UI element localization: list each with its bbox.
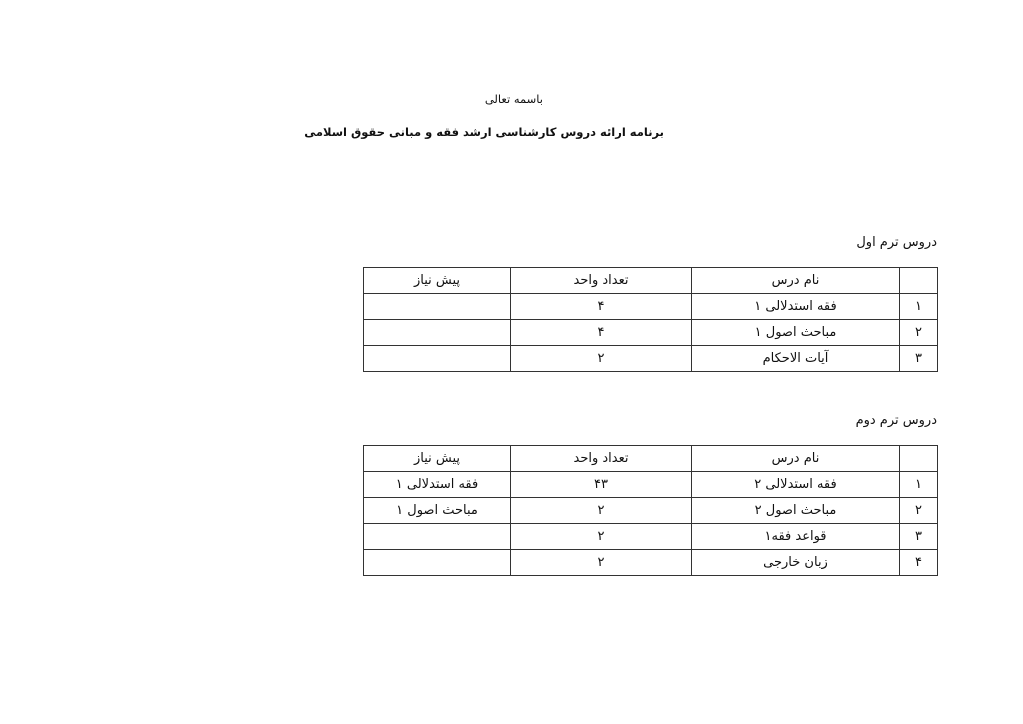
table-row (364, 550, 938, 576)
table-row (364, 320, 938, 346)
course-prerequisite (364, 320, 511, 346)
term1-table (363, 267, 938, 372)
term2-table (363, 445, 938, 576)
row-number: ۳ (900, 524, 938, 550)
course-units: ۴ (511, 320, 692, 346)
header-units: تعداد واحد (511, 268, 692, 294)
table-row (364, 498, 938, 524)
course-units: ۲ (511, 524, 692, 550)
table-header-row (364, 446, 938, 472)
course-name: فقه استدلالی ۱ (692, 294, 900, 320)
header-course-name: نام درس (692, 446, 900, 472)
term1-heading: دروس ترم اول (856, 235, 937, 250)
header-course-name: نام درس (692, 268, 900, 294)
table-row (364, 294, 938, 320)
course-prerequisite (364, 550, 511, 576)
row-number: ۲ (900, 498, 938, 524)
header-number (900, 268, 938, 294)
header-prerequisite: پیش نیاز (364, 446, 511, 472)
row-number: ۱ (900, 472, 938, 498)
course-units: ۴۳ (511, 472, 692, 498)
course-prerequisite (364, 346, 511, 372)
table-row (364, 346, 938, 372)
course-units: ۴ (511, 294, 692, 320)
header-units: تعداد واحد (511, 446, 692, 472)
term2-heading: دروس ترم دوم (855, 413, 937, 428)
course-name: زبان خارجی (692, 550, 900, 576)
row-number: ۲ (900, 320, 938, 346)
course-units: ۲ (511, 550, 692, 576)
header-number (900, 446, 938, 472)
row-number: ۳ (900, 346, 938, 372)
course-name: مباحث اصول ۱ (692, 320, 900, 346)
course-prerequisite (364, 524, 511, 550)
course-name: آیات الاحکام (692, 346, 900, 372)
table-header-row (364, 268, 938, 294)
course-units: ۲ (511, 498, 692, 524)
course-prerequisite: مباحث اصول ۱ (364, 498, 511, 524)
course-prerequisite: فقه استدلالی ۱ (364, 472, 511, 498)
table-row (364, 472, 938, 498)
row-number: ۱ (900, 294, 938, 320)
invocation-text: باسمه تعالی (484, 92, 543, 106)
course-name: مباحث اصول ۲ (692, 498, 900, 524)
course-prerequisite (364, 294, 511, 320)
row-number: ۴ (900, 550, 938, 576)
course-name: قواعد فقه۱ (692, 524, 900, 550)
course-units: ۲ (511, 346, 692, 372)
header-prerequisite: پیش نیاز (364, 268, 511, 294)
table-row (364, 524, 938, 550)
course-name: فقه استدلالی ۲ (692, 472, 900, 498)
document-title: برنامه ارائه دروس کارشناسی ارشد فقه و مبانی حقوق اسلامی (304, 125, 664, 139)
